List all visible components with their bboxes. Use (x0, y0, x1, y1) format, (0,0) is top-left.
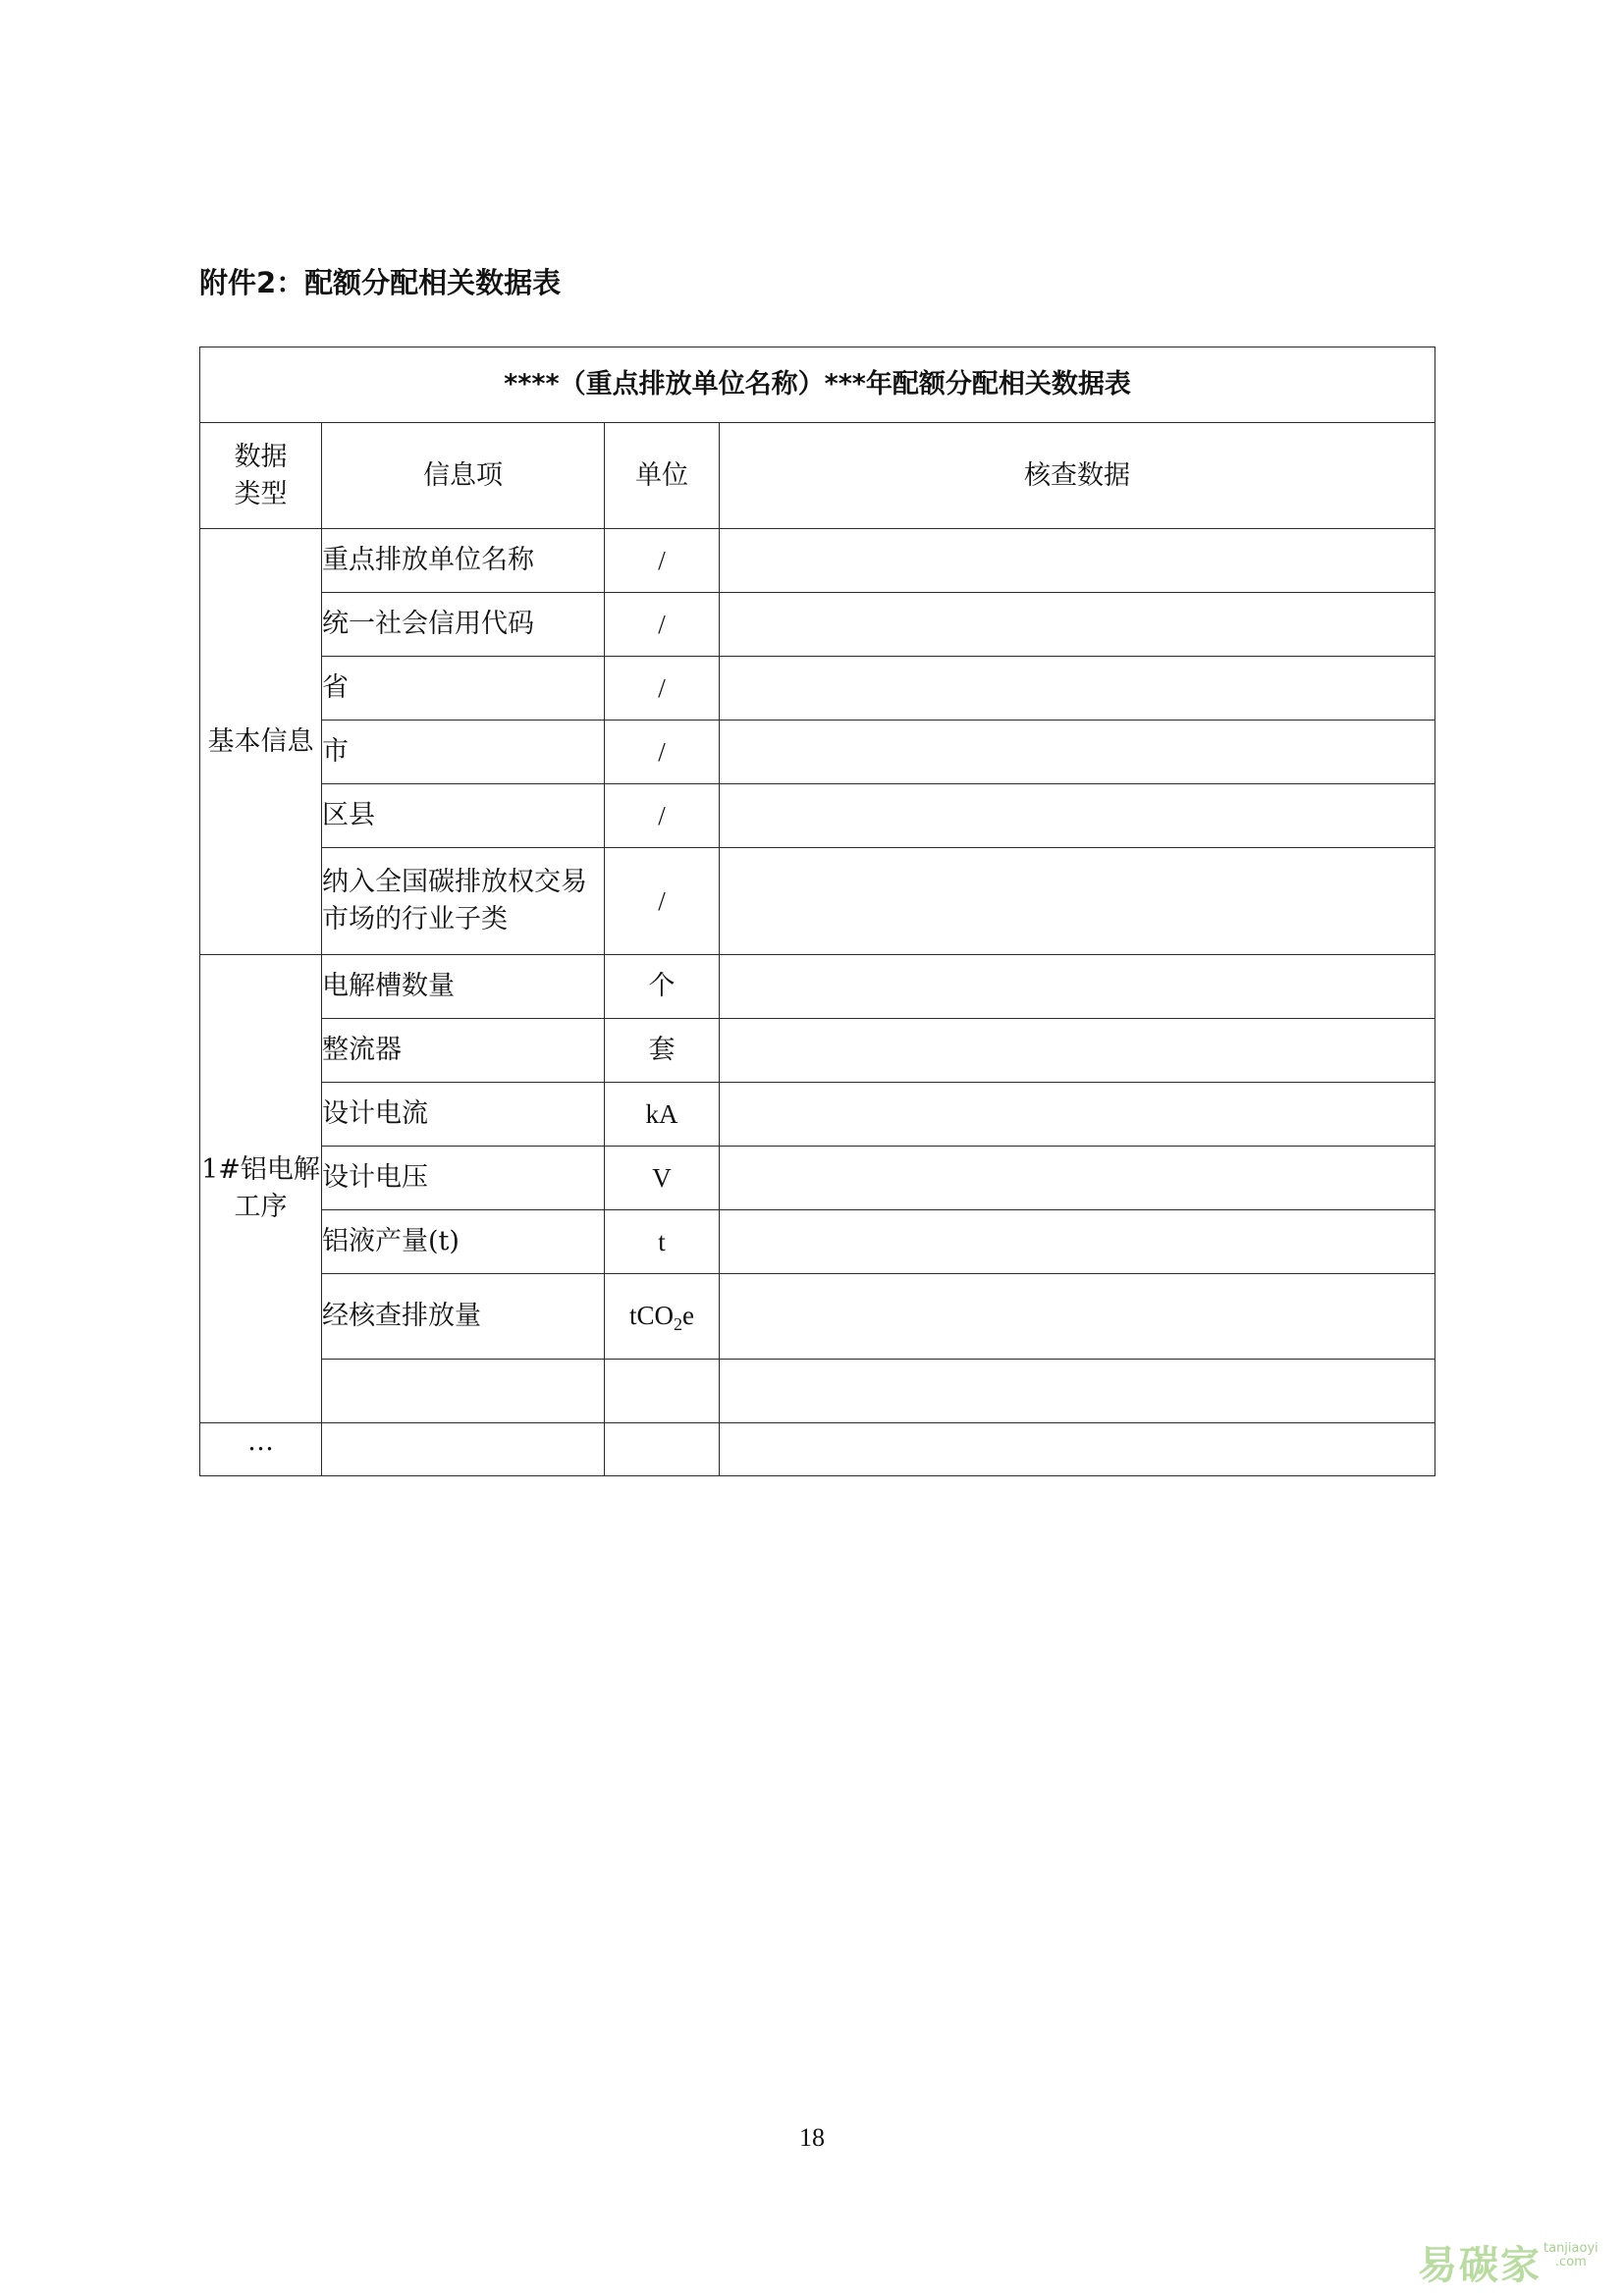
table-row (200, 1210, 1435, 1274)
row-data-cell[interactable] (720, 955, 1435, 1019)
row-unit: kA (605, 1083, 720, 1147)
table-row (200, 848, 1435, 955)
watermark-text: 易碳家 (1418, 2243, 1542, 2288)
header-verified-data: 核查数据 (720, 423, 1435, 529)
attachment-heading: 附件2：配额分配相关数据表 (199, 266, 562, 299)
table-row (200, 1274, 1435, 1360)
row-item: 经核查排放量 (322, 1274, 605, 1360)
header-data-type: 数据 类型 (200, 423, 322, 529)
row-item: 区县 (322, 784, 605, 848)
row-unit: t (605, 1210, 720, 1274)
row-item: 省 (322, 657, 605, 721)
row-unit: tCO$_2$e (605, 1274, 720, 1360)
quota-allocation-table (199, 347, 1435, 1476)
table-title: ****（重点排放单位名称）***年配额分配相关数据表 (200, 347, 1435, 423)
row-data-cell[interactable] (720, 1360, 1435, 1423)
row-data-cell[interactable] (720, 1210, 1435, 1274)
row-unit: / (605, 593, 720, 657)
row-unit: 套 (605, 1019, 720, 1083)
table-row (200, 593, 1435, 657)
table-row (200, 721, 1435, 784)
row-data-cell[interactable] (720, 1274, 1435, 1360)
row-data-cell[interactable] (720, 1019, 1435, 1083)
table-row (200, 529, 1435, 593)
row-item: 市 (322, 721, 605, 784)
watermark-logo (1418, 2234, 1604, 2288)
row-item: 设计电流 (322, 1083, 605, 1147)
row-item: 整流器 (322, 1019, 605, 1083)
row-unit[interactable] (605, 1360, 720, 1423)
header-unit: 单位 (605, 423, 720, 529)
table-row (200, 1147, 1435, 1210)
table-row (200, 784, 1435, 848)
table-header-row (200, 423, 1435, 529)
row-unit: / (605, 657, 720, 721)
category-basic-info: 基本信息 (200, 529, 322, 955)
table-row (200, 955, 1435, 1019)
row-data-cell[interactable] (720, 593, 1435, 657)
row-unit: 个 (605, 955, 720, 1019)
row-data-cell[interactable] (720, 721, 1435, 784)
row-unit: / (605, 721, 720, 784)
row-unit: / (605, 784, 720, 848)
row-data-cell[interactable] (720, 1147, 1435, 1210)
row-unit: V (605, 1147, 720, 1210)
row-data-cell[interactable] (720, 1423, 1435, 1476)
row-item: 设计电压 (322, 1147, 605, 1210)
category-process: 1#铝电解 工序 (200, 955, 322, 1423)
row-unit: / (605, 529, 720, 593)
table-row-empty (200, 1360, 1435, 1423)
row-unit[interactable] (605, 1423, 720, 1476)
table-row-more (200, 1423, 1435, 1476)
row-item: 电解槽数量 (322, 955, 605, 1019)
table-row (200, 657, 1435, 721)
more-rows-ellipsis: … (200, 1423, 322, 1476)
table-row (200, 1019, 1435, 1083)
header-info-item: 信息项 (322, 423, 605, 529)
row-data-cell[interactable] (720, 657, 1435, 721)
row-data-cell[interactable] (720, 784, 1435, 848)
row-item: 统一社会信用代码 (322, 593, 605, 657)
row-item: 铝液产量(t) (322, 1210, 605, 1274)
table-row (200, 1083, 1435, 1147)
row-item: 纳入全国碳排放权交易 市场的行业子类 (322, 848, 605, 955)
page-number: 18 (799, 2123, 825, 2152)
row-unit: / (605, 848, 720, 955)
row-data-cell[interactable] (720, 848, 1435, 955)
table-title-row (200, 347, 1435, 423)
row-data-cell[interactable] (720, 1083, 1435, 1147)
row-item[interactable] (322, 1423, 605, 1476)
row-data-cell[interactable] (720, 529, 1435, 593)
row-item[interactable] (322, 1360, 605, 1423)
row-item: 重点排放单位名称 (322, 529, 605, 593)
watermark-url: tanjiaoyi .com (1543, 2241, 1598, 2269)
